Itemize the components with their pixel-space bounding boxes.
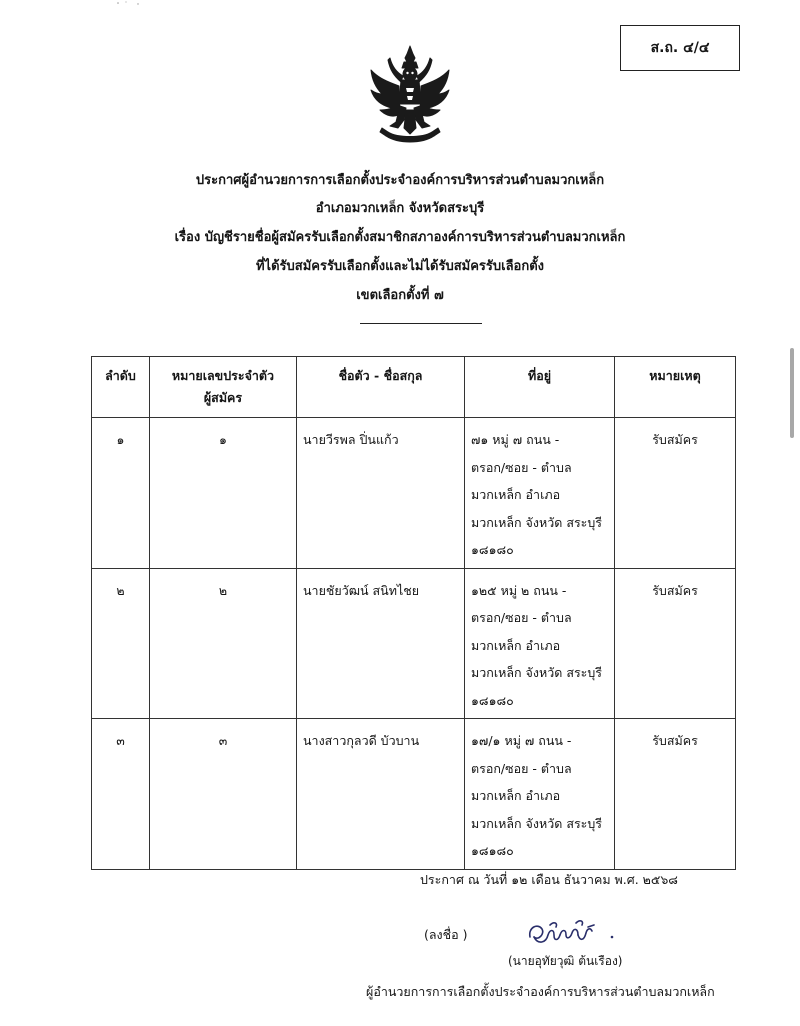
address-line: มวกเหล็ก อำเภอ <box>471 637 561 653</box>
announcement-date: ประกาศ ณ วันที่ ๑๒ เดือน ธันวาคม พ.ศ. ๒๕๖๘ <box>420 872 678 887</box>
cell-note: รับสมัคร <box>615 418 736 569</box>
cell-address <box>465 568 615 719</box>
cell-candidate-id: ๑ <box>150 418 297 569</box>
address-line: ตรอก/ซอย - ตำบล <box>471 760 572 776</box>
cell-address <box>465 719 615 870</box>
form-code-text: ส.ถ. ๔/๔ <box>650 40 710 56</box>
address-line: ตรอก/ซอย - ตำบล <box>471 459 572 475</box>
cell-no: ๓ <box>92 719 150 870</box>
form-code-box <box>620 25 740 71</box>
title-line-1: ประกาศผู้อำนวยการการเลือกตั้งประจำองค์การบริหารส่วนตำบลมวกเหล็ก <box>195 173 605 188</box>
address-line: ๑๒๕ หมู่ ๒ ถนน - <box>471 582 567 598</box>
header-note: หมายเหตุ <box>615 357 736 418</box>
address-line: มวกเหล็ก จังหวัด สระบุรี <box>471 815 603 831</box>
title-line-3: เรื่อง บัญชีรายชื่อผู้สมัครรับเลือกตั้งสมาชิกสภาองค์การบริหารส่วนตำบลมวกเหล็ก <box>174 230 626 245</box>
signer-position: ผู้อำนวยการการเลือกตั้งประจำองค์การบริหารส่วนตำบลมวกเหล็ก <box>366 984 715 999</box>
cell-candidate-id: ๓ <box>150 719 297 870</box>
cell-no: ๒ <box>92 568 150 719</box>
cell-note: รับสมัคร <box>615 719 736 870</box>
header-address: ที่อยู่ <box>465 357 615 418</box>
cell-note: รับสมัคร <box>615 568 736 719</box>
scan-speck-marks <box>112 0 152 10</box>
cell-address <box>465 418 615 569</box>
cell-name: นายชัยวัฒน์ สนิทไชย <box>297 568 465 719</box>
address-line: มวกเหล็ก จังหวัด สระบุรี <box>471 514 603 530</box>
candidate-table <box>91 356 736 870</box>
header-no: ลำดับ <box>92 357 150 418</box>
header-candidate-id <box>150 357 297 418</box>
address-line: ๑๗/๑ หมู่ ๗ ถนน - <box>471 733 572 748</box>
signer-name: (นายอุทัยวุฒิ ต้นเรือง) <box>508 954 623 968</box>
address-line: ๑๘๑๘๐ <box>471 692 514 708</box>
header-name: ชื่อตัว - ชื่อสกุล <box>297 357 465 418</box>
scrollbar-thumb[interactable] <box>790 348 794 438</box>
address-line: ๑๘๑๘๐ <box>471 542 514 557</box>
header-id-line-1: หมายเลขประจำตัว <box>171 368 275 383</box>
table-header-row <box>92 357 736 418</box>
address-line: มวกเหล็ก อำเภอ <box>471 487 561 502</box>
table-row <box>92 418 736 569</box>
cell-name: นางสาวกุลวดี บัวบาน <box>297 719 465 870</box>
garuda-emblem-icon <box>368 44 452 148</box>
cell-candidate-id: ๒ <box>150 568 297 719</box>
address-line: ๗๑ หมู่ ๗ ถนน - <box>471 432 560 447</box>
address-line: ตรอก/ซอย - ตำบล <box>471 610 572 625</box>
title-line-2: อำเภอมวกเหล็ก จังหวัดสระบุรี <box>315 201 485 216</box>
title-underline-rule <box>360 323 482 324</box>
address-line: ๑๘๑๘๐ <box>471 843 514 858</box>
table-row <box>92 568 736 719</box>
signature-prefix: (ลงชื่อ ) <box>424 927 468 942</box>
header-id-line-2: ผู้สมัคร <box>203 390 243 405</box>
handwritten-signature <box>520 915 630 955</box>
title-line-4: ที่ได้รับสมัครรับเลือกตั้งและไม่ได้รับสมัครรับเลือกตั้ง <box>255 259 545 274</box>
address-line: มวกเหล็ก อำเภอ <box>471 788 561 803</box>
cell-name: นายวีรพล ปิ่นแก้ว <box>297 418 465 569</box>
address-line: มวกเหล็ก จังหวัด สระบุรี <box>471 665 603 680</box>
cell-no: ๑ <box>92 418 150 569</box>
title-line-5: เขตเลือกตั้งที่ ๗ <box>356 288 444 303</box>
table-row <box>92 719 736 870</box>
